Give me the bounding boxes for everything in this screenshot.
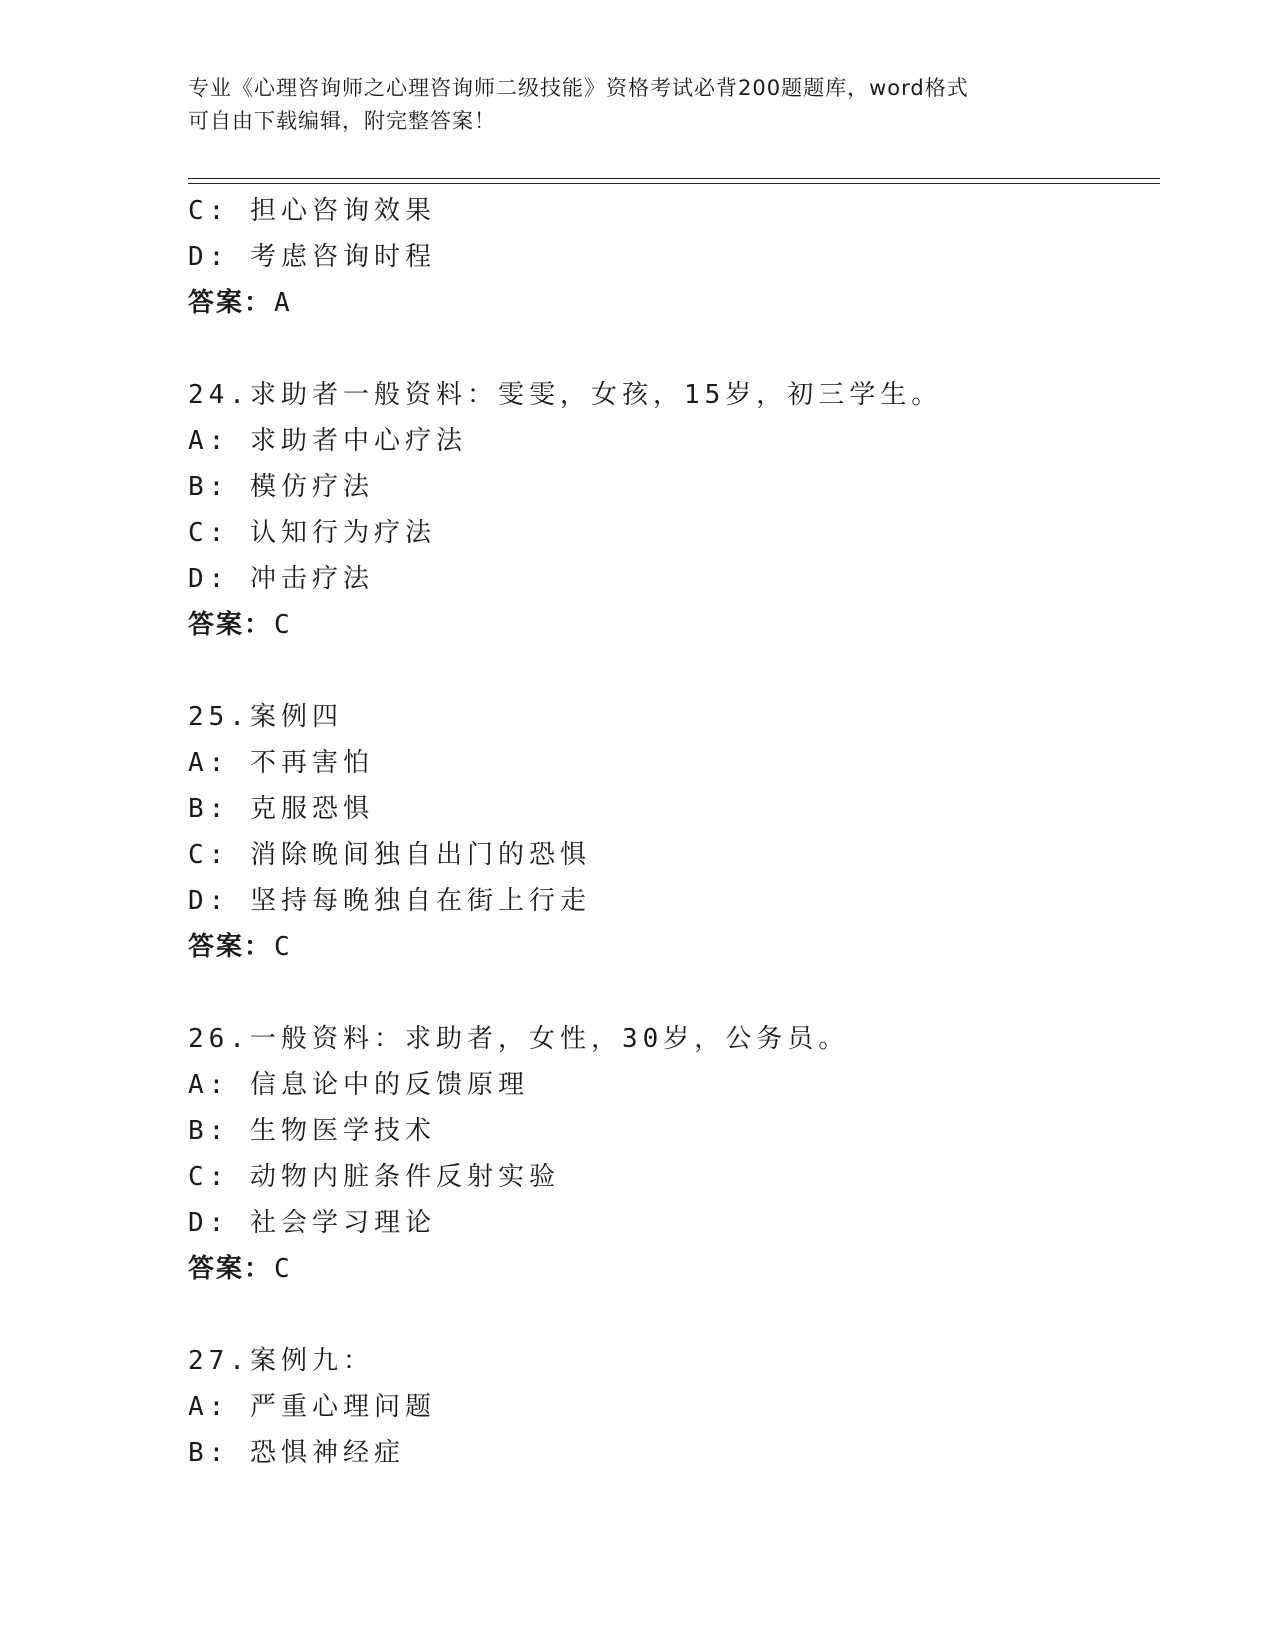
answer-line	[188, 1246, 1148, 1292]
option-d: D: 考虑咨询时程	[188, 242, 436, 272]
option-a: A: 信息论中的反馈原理	[188, 1070, 529, 1100]
header-divider-top	[188, 178, 1160, 179]
option-b: B: 克服恐惧	[188, 794, 374, 824]
document-header	[188, 72, 1088, 138]
option-c: C: 认知行为疗法	[188, 518, 436, 548]
answer-label: 答案：	[188, 932, 273, 962]
answer-line	[188, 602, 1148, 648]
header-divider-bottom	[188, 183, 1160, 184]
option-b: B: 恐惧神经症	[188, 1438, 405, 1468]
question-stem: 25.案例四	[188, 702, 343, 732]
option-c: C: 担心咨询效果	[188, 196, 436, 226]
answer-line	[188, 280, 1148, 326]
answer-value: A	[274, 288, 292, 318]
question-stem: 26.一般资料：求助者，女性，30岁，公务员。	[188, 1024, 850, 1054]
answer-value: C	[274, 1254, 292, 1284]
option-d: D: 社会学习理论	[188, 1208, 436, 1238]
answer-label: 答案：	[188, 1254, 273, 1284]
option-a: A: 严重心理问题	[188, 1392, 436, 1422]
option-a: A: 不再害怕	[188, 748, 374, 778]
answer-label: 答案：	[188, 610, 273, 640]
option-d: D: 坚持每晚独自在街上行走	[188, 886, 591, 916]
question-list	[188, 188, 1148, 1476]
answer-label: 答案：	[188, 288, 273, 318]
answer-value: C	[274, 932, 292, 962]
option-a: A: 求助者中心疗法	[188, 426, 467, 456]
option-d: D: 冲击疗法	[188, 564, 374, 594]
option-b: B: 生物医学技术	[188, 1116, 436, 1146]
header-line-2: 可自由下载编辑，附完整答案！	[188, 109, 496, 133]
option-c: C: 动物内脏条件反射实验	[188, 1162, 560, 1192]
option-b: B: 模仿疗法	[188, 472, 374, 502]
header-line-1: 专业《心理咨询师之心理咨询师二级技能》资格考试必背200题题库，word格式	[188, 76, 969, 100]
question-stem: 24.求助者一般资料：雯雯，女孩，15岁，初三学生。	[188, 380, 943, 410]
option-c: C: 消除晚间独自出门的恐惧	[188, 840, 591, 870]
question-stem: 27.案例九：	[188, 1346, 374, 1376]
answer-value: C	[274, 610, 292, 640]
answer-line	[188, 924, 1148, 970]
